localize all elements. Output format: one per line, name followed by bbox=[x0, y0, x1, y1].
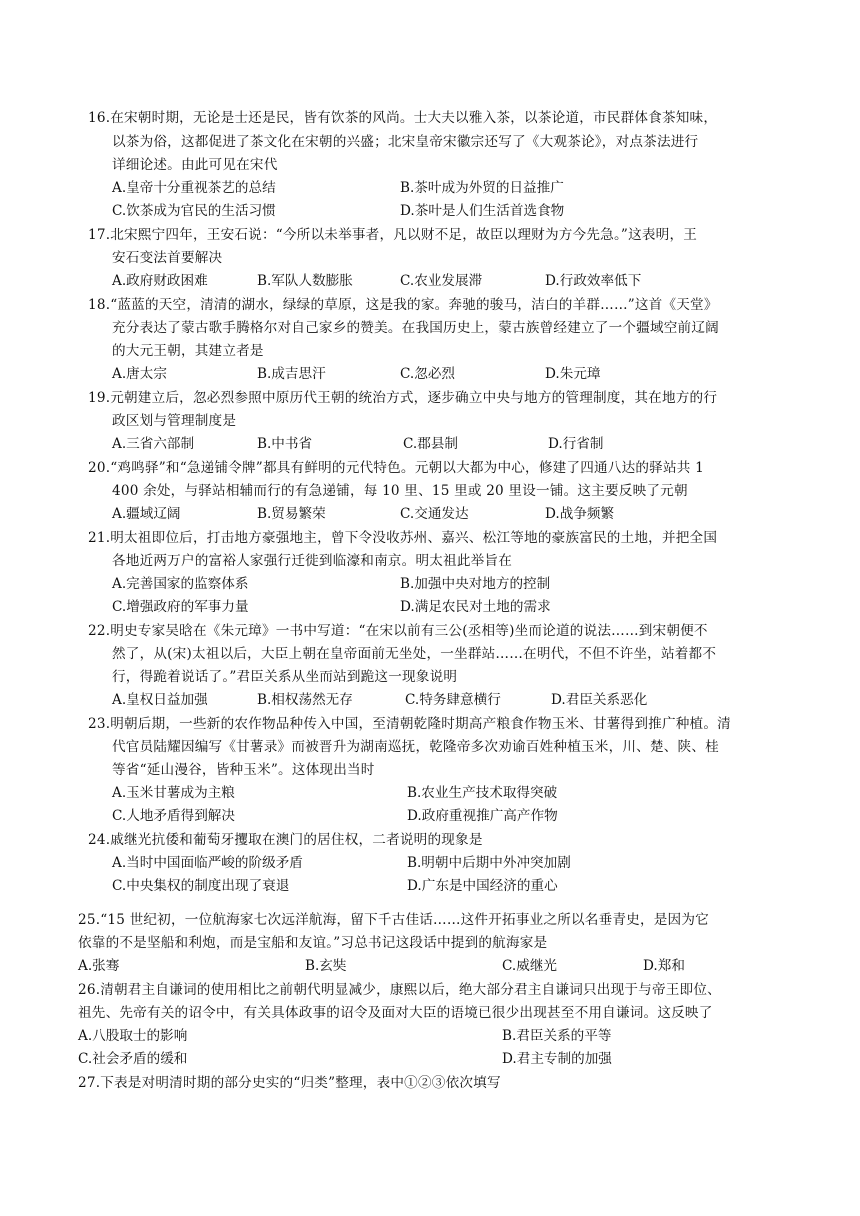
q24-option-d: D.广东是中国经济的重心 bbox=[407, 878, 558, 894]
q19-stem-line-1: 19.元朝建立后，忽必烈参照中原历代王朝的统治方式，逐步确立中央与地方的管理制度，其在地方的行 bbox=[88, 390, 718, 406]
q20-stem-line-2: 400 余处，与驿站相辅而行的有急递铺，每 10 里、15 里或 20 里设一铺。这主要反映了元朝 bbox=[112, 483, 688, 499]
q21-option-d: D.满足农民对土地的需求 bbox=[400, 599, 551, 615]
q16-stem-line-1: 16.在宋朝时期，无论是士还是民，皆有饮茶的风尚。士大夫以雅入茶，以茶论道，市民群体食茶知味， bbox=[88, 110, 718, 126]
q18-option-d: D.朱元璋 bbox=[545, 366, 601, 382]
q25-option-d: D.郑和 bbox=[643, 958, 685, 974]
q22-stem-line-1: 22.明史专家吴晗在《朱元璋》一书中写道：“在宋以前有三公(丞相等)坐而论道的说法……到宋朝便不 bbox=[88, 623, 708, 639]
q25-stem-line-1: 25.“15 世纪初，一位航海家七次远洋航海，留下千古佳话……这件开拓事业之所以名垂青史，是因为它 bbox=[78, 912, 709, 928]
q19-stem-line-2: 政区划与管理制度是 bbox=[112, 413, 237, 429]
q18-option-c: C.忽必烈 bbox=[400, 366, 456, 382]
q18-option-b: B.成吉思汗 bbox=[257, 366, 326, 382]
q20-option-a: A.疆域辽阔 bbox=[112, 506, 181, 522]
q26-stem-line-2: 祖先、先帝有关的诏令中，有关具体政事的诏令及面对大臣的语境已很少出现甚至不用自谦词。这反映了 bbox=[78, 1005, 713, 1021]
q18-stem-line-3: 的大元王朝，其建立者是 bbox=[112, 343, 264, 359]
q23-option-c: C.人地矛盾得到解决 bbox=[112, 808, 235, 824]
q22-option-d: D.君臣关系恶化 bbox=[551, 692, 648, 708]
q16-stem-line-2: 以茶为俗，这都促进了茶文化在宋朝的兴盛；北宋皇帝宋徽宗还写了《大观茶论》，对点茶法进行 bbox=[112, 134, 699, 150]
q25-option-a: A.张骞 bbox=[78, 958, 120, 974]
q23-stem-line-1: 23.明朝后期，一些新的农作物品种传入中国，至清朝乾隆时期高产粮食作物玉米、甘薯得到推广种植。清 bbox=[88, 716, 731, 732]
q22-stem-line-2: 然了，从(宋)太祖以后，大臣上朝在皇帝面前无坐处，一坐群站……在明代，不但不许坐，站着都不 bbox=[112, 646, 717, 662]
q19-option-c: C.郡县制 bbox=[403, 436, 459, 452]
q19-option-a: A.三省六部制 bbox=[112, 436, 195, 452]
q20-option-b: B.贸易繁荣 bbox=[257, 506, 326, 522]
q23-option-a: A.玉米甘薯成为主粮 bbox=[112, 785, 235, 801]
q21-option-a: A.完善国家的监察体系 bbox=[112, 576, 249, 592]
q22-option-b: B.相权荡然无存 bbox=[257, 692, 353, 708]
q26-option-c: C.社会矛盾的缓和 bbox=[78, 1051, 188, 1067]
q17-option-a: A.政府财政困难 bbox=[112, 273, 208, 289]
q16-option-c: C.饮茶成为官民的生活习惯 bbox=[112, 203, 276, 219]
q21-option-b: B.加强中央对地方的控制 bbox=[400, 576, 551, 592]
q25-stem-line-2: 依靠的不是坚船和利炮，而是宝船和友谊。”习总书记这段话中提到的航海家是 bbox=[78, 935, 548, 951]
q19-option-b: B.中书省 bbox=[257, 436, 313, 452]
q26-option-d: D.君主专制的加强 bbox=[502, 1051, 612, 1067]
q19-option-d: D.行省制 bbox=[548, 436, 604, 452]
q20-option-c: C.交通发达 bbox=[400, 506, 469, 522]
q25-option-b: B.玄奘 bbox=[305, 958, 347, 974]
q24-option-a: A.当时中国面临严峻的阶级矛盾 bbox=[112, 855, 303, 871]
q23-option-d: D.政府重视推广高产作物 bbox=[407, 808, 558, 824]
q18-stem-line-2: 充分表达了蒙古歌手腾格尔对自己家乡的赞美。在我国历史上，蒙古族曾经建立了一个疆域空前辽阔 bbox=[112, 320, 719, 336]
q17-stem-line-1: 17.北宋熙宁四年，王安石说：“今所以未举事者，凡以财不足，故臣以理财为方今先急。”这表明，王 bbox=[88, 227, 698, 243]
q26-option-b: B.君臣关系的平等 bbox=[502, 1028, 612, 1044]
q23-option-b: B.农业生产技术取得突破 bbox=[407, 785, 558, 801]
q18-option-a: A.唐太宗 bbox=[112, 366, 167, 382]
q21-stem-line-2: 各地近两万户的富裕人家强行迁徙到临濠和南京。明太祖此举旨在 bbox=[112, 553, 513, 569]
q20-stem-line-1: 20.“鸡鸣驿”和“急递铺令牌”都具有鲜明的元代特色。元朝以大都为中心，修建了四通八达的驿站共 1 bbox=[88, 460, 704, 476]
q21-option-c: C.增强政府的军事力量 bbox=[112, 599, 249, 615]
q17-option-d: D.行政效率低下 bbox=[545, 273, 642, 289]
q24-option-b: B.明朝中后期中外冲突加剧 bbox=[407, 855, 571, 871]
q16-option-d: D.茶叶是人们生活首选食物 bbox=[400, 203, 565, 219]
q23-stem-line-3: 等省“延山漫谷，皆种玉米”。这体现出当时 bbox=[112, 762, 375, 778]
q17-option-c: C.农业发展滞 bbox=[400, 273, 483, 289]
q24-stem-line-1: 24.戚继光抗倭和葡萄牙攫取在澳门的居住权，二者说明的现象是 bbox=[88, 832, 483, 848]
q18-stem-line-1: 18.“蓝蓝的天空，清清的湖水，绿绿的草原，这是我的家。奔驰的骏马，洁白的羊群……”这首《天堂》 bbox=[88, 297, 718, 313]
q22-stem-line-3: 行，得跪着说话了。”君臣关系从坐而站到跪这一现象说明 bbox=[112, 669, 458, 685]
q25-option-c: C.威继光 bbox=[502, 958, 558, 974]
q26-option-a: A.八股取士的影响 bbox=[78, 1028, 188, 1044]
q21-stem-line-1: 21.明太祖即位后，打击地方豪强地主，曾下令没收苏州、嘉兴、松江等地的豪族富民的土地，并把全国 bbox=[88, 530, 718, 546]
q22-option-c: C.特务肆意横行 bbox=[405, 692, 501, 708]
q24-option-c: C.中央集权的制度出现了衰退 bbox=[112, 878, 290, 894]
q26-stem-line-1: 26.清朝君主自谦词的使用相比之前朝代明显减少，康熙以后，绝大部分君主自谦词只出现于与帝王即位、 bbox=[78, 982, 721, 998]
q27-stem-line-1: 27.下表是对明清时期的部分史实的“归类”整理，表中①②③依次填写 bbox=[78, 1075, 501, 1091]
q22-option-a: A.皇权日益加强 bbox=[112, 692, 208, 708]
q16-stem-line-3: 详细论述。由此可见在宋代 bbox=[112, 157, 278, 173]
q17-stem-line-2: 安石变法首要解决 bbox=[112, 250, 223, 266]
q16-option-a: A.皇帝十分重视茶艺的总结 bbox=[112, 180, 276, 196]
q20-option-d: D.战争频繁 bbox=[545, 506, 615, 522]
q17-option-b: B.军队人数膨胀 bbox=[257, 273, 353, 289]
q23-stem-line-2: 代官员陆耀因编写《甘薯录》而被晋升为湖南巡抚，乾隆帝多次劝谕百姓种植玉米，川、楚、陕、桂 bbox=[112, 739, 719, 755]
q16-option-b: B.茶叶成为外贸的日益推广 bbox=[400, 180, 564, 196]
